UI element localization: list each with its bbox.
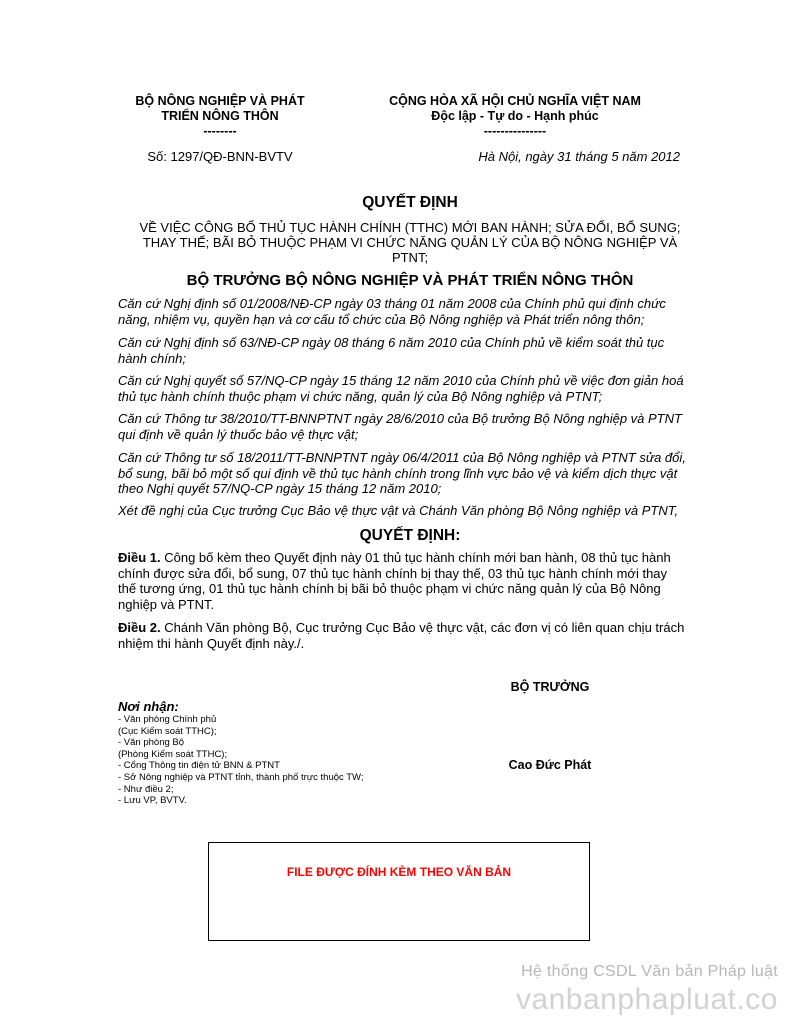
ministry-block [100, 94, 340, 139]
subtitle-line: VỀ VIỆC CÔNG BỐ THỦ TỤC HÀNH CHÍNH (TTHC) MỚI BAN HÀNH; SỬA ĐỔI, BỔ SUNG; [139, 220, 681, 235]
article-label: Điều 2. [118, 620, 161, 635]
article-text: Chánh Văn phòng Bộ, Cục trưởng Cục Bảo vệ thực vật, các đơn vị có liên quan chịu trách nhiệm thi hành Quyết định này./. [118, 620, 685, 651]
article-2 [118, 620, 688, 651]
document-title: QUYẾT ĐỊNH [362, 194, 458, 211]
place-date: Hà Nội, ngày 31 tháng 5 năm 2012 [478, 149, 680, 164]
recipient-line: - Sở Nông nghiệp và PTNT tỉnh, thành phố trực thuộc TW; [118, 771, 364, 783]
document-subtitle [110, 220, 710, 265]
signer-position: BỘ TRƯỞNG [510, 680, 590, 694]
recipients-title: Nơi nhận: [118, 699, 179, 714]
minister-heading: BỘ TRƯỞNG BỘ NÔNG NGHIỆP VÀ PHÁT TRIỂN NÔNG THÔN [186, 272, 634, 289]
article-text: Công bố kèm theo Quyết định này 01 thủ tục hành chính mới ban hành, 08 thủ tục hành chính được sửa đổi, bổ sung, 07 thủ tục hành chính bị thay thế, 03 thủ tục hành chính mới thay thế tương ứng, 01 thủ tục hành chính bị bãi bỏ thuộc phạm vi chức năng quản lý của Bộ Nông nghiệp và PTNT. [118, 550, 671, 612]
country-name: CỘNG HÒA XÃ HỘI CHỦ NGHĨA VIỆT NAM [389, 94, 641, 108]
decision-heading: QUYẾT ĐỊNH: [359, 527, 461, 544]
recipient-line: - Văn phòng Chính phủ [118, 714, 217, 725]
attachment-box[interactable] [208, 842, 590, 941]
recipient-line: - Cổng Thông tin điện tử BNN & PTNT [118, 760, 280, 772]
national-motto-block [360, 94, 670, 139]
basis-paragraph: Căn cứ Nghị quyết số 57/NQ-CP ngày 15 tháng 12 năm 2010 của Chính phủ về việc đơn giản hoá thủ tục hành chính thuộc phạm vi chức năng, quản lý của Bộ Nông nghiệp và PTNT; [118, 373, 684, 404]
recipient-line: - Lưu VP, BVTV. [118, 795, 187, 807]
motto: Độc lập - Tự do - Hạnh phúc [431, 109, 599, 123]
recipient-line: - Như điều 2; [118, 783, 174, 795]
recipient-line: (Phòng Kiểm soát TTHC); [118, 748, 228, 760]
ministry-separator: -------- [203, 124, 237, 138]
basis-paragraph: Xét đề nghị của Cục trưởng Cục Bảo vệ thực vật và Chánh Văn phòng Bộ Nông nghiệp và PTNT, [118, 503, 679, 518]
basis-paragraph: Căn cứ Nghị định số 01/2008/NĐ-CP ngày 03 tháng 01 năm 2008 của Chính phủ qui định chức năng, nhiệm vụ, quyền hạn và cơ cấu tổ chức của Bộ Nông nghiệp và Phát triển nông thôn; [118, 296, 666, 327]
basis-paragraph: Căn cứ Nghị định số 63/NĐ-CP ngày 08 tháng 6 năm 2010 của Chính phủ về kiểm soát thủ tục hành chính; [118, 335, 665, 366]
recipient-line: - Văn phòng Bộ [118, 737, 185, 749]
document-number: Số: 1297/QĐ-BNN-BVTV [147, 149, 293, 164]
ministry-name-line2: TRIỂN NÔNG THÔN [161, 109, 279, 123]
motto-separator: --------------- [483, 124, 547, 138]
article-label: Điều 1. [118, 550, 161, 565]
watermark-domain: vanbanphapluat.co [515, 983, 778, 1016]
recipient-line: (Cục Kiểm soát TTHC); [118, 725, 217, 737]
recipients-list [118, 714, 418, 807]
basis-paragraph: Căn cứ Thông tư số 18/2011/TT-BNNPTNT ngày 06/4/2011 của Bộ Nông nghiệp và PTNT sửa đổi, bổ sung, bãi bỏ một số qui định về thủ tục hành chính trong lĩnh vực bảo vệ và kiểm dịch thực vật theo Nghị quyết 57/NQ-CP ngày 15 tháng 12 năm 2010; [118, 450, 686, 496]
article-1 [118, 550, 688, 612]
signer-name: Cao Đức Phát [508, 758, 592, 772]
subtitle-line: PTNT; [391, 250, 429, 265]
ministry-name-line1: BỘ NÔNG NGHIỆP VÀ PHÁT [135, 94, 305, 108]
watermark-caption: Hệ thống CSDL Văn bản Pháp luật [521, 963, 778, 980]
basis-paragraph: Căn cứ Thông tư 38/2010/TT-BNNPTNT ngày 28/6/2010 của Bộ trưởng Bộ Nông nghiệp và PTNT qui định về quản lý thuốc bảo vệ thực vật; [118, 411, 682, 442]
attachment-link[interactable]: FILE ĐƯỢC ĐÍNH KÈM THEO VĂN BẢN [286, 865, 512, 879]
subtitle-line: THAY THẾ; BÃI BỎ THUỘC PHẠM VI CHỨC NĂNG QUẢN LÝ CỦA BỘ NÔNG NGHIỆP VÀ [142, 235, 678, 250]
